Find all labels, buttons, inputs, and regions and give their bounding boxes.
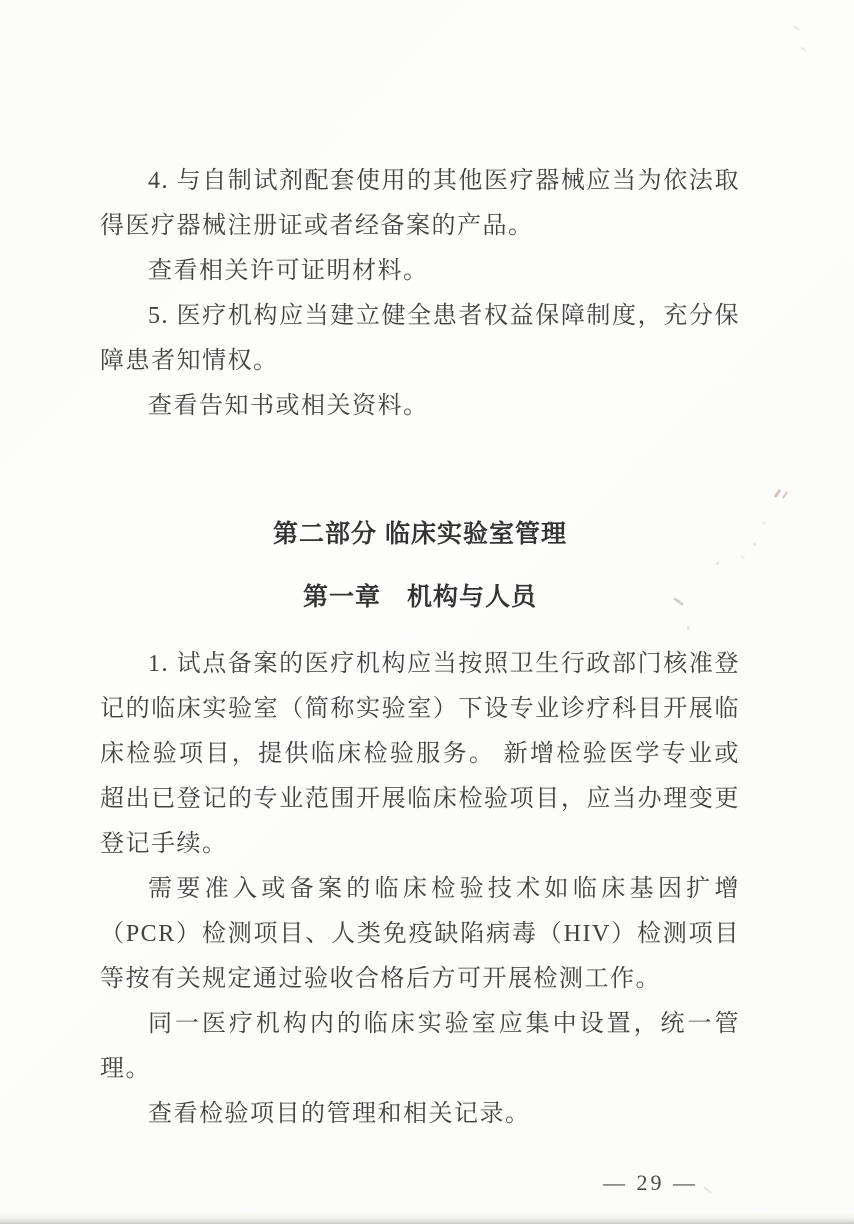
scan-artifact — [793, 25, 800, 31]
scan-page-edge — [0, 1212, 854, 1224]
paragraph: 需要准入或备案的临床检验技术如临床基因扩增（PCR）检测项目、人类免疫缺陷病毒（HIV）检测项目等按有关规定通过验收合格后方可开展检测工作。 — [100, 876, 740, 992]
scan-artifact — [687, 626, 690, 630]
paragraph: 4. 与自制试剂配套使用的其他医疗器械应当为依法取得医疗器械注册证或者经备案的产品。 — [100, 168, 740, 239]
paragraph: 同一医疗机构内的临床实验室应集中设置，统一管理。 — [100, 1011, 740, 1082]
paragraph: 5. 医疗机构应当建立健全患者权益保障制度，充分保障患者知情权。 — [100, 303, 740, 374]
paragraph: 查看检验项目的管理和相关记录。 — [148, 1101, 531, 1127]
scan-artifact — [774, 489, 782, 498]
scan-artifact — [753, 543, 756, 546]
scan-artifact — [801, 47, 806, 52]
page-number: — 29 — — [603, 1170, 698, 1195]
paragraph: 查看告知书或相关资料。 — [148, 393, 429, 419]
scan-artifact — [762, 521, 766, 525]
chapter-heading: 第一章 机构与人员 — [302, 583, 537, 611]
chapter-body — [100, 642, 740, 1137]
page-content — [100, 159, 740, 1198]
scan-artifact — [716, 562, 719, 565]
part-heading: 第二部分 临床实验室管理 — [273, 520, 567, 548]
scan-artifact — [782, 491, 788, 499]
scan-artifact — [740, 555, 745, 560]
paragraph: 查看相关许可证明材料。 — [148, 258, 429, 284]
paragraph: 1. 试点备案的医疗机构应当按照卫生行政部门核准登记的临床实验室（简称实验室）下设专业诊疗科目开展临床检验项目，提供临床检验服务。 新增检验医学专业或超出已登记的专业范围开展临床检验项目，应当办理变更登记手续。 — [100, 651, 740, 857]
